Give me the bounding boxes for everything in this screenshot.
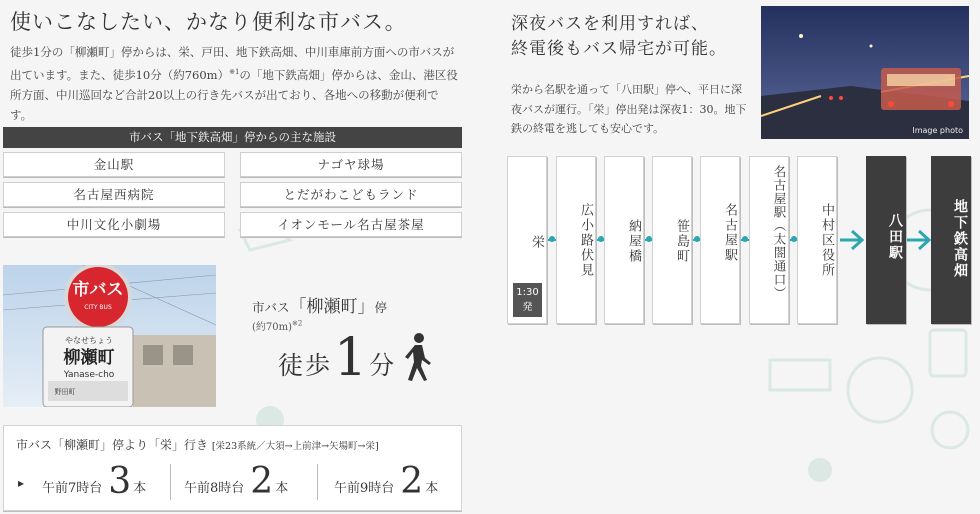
schedule-route-detail: [栄23系統／大須→上前津→矢場町→栄] xyxy=(211,441,379,452)
bus-stop-sign-illustration xyxy=(3,265,216,407)
walk-time xyxy=(278,328,436,388)
night-bus-description: 栄から名駅を通って「八田駅」停へ、平日に深夜バスが運行。「栄」停出発は深夜1：30。地下鉄の終電を逃しても安心です。 xyxy=(511,83,747,135)
bus-stop-name-main: 「柳瀬町」 xyxy=(289,297,375,317)
image-caption: Image photo xyxy=(912,126,963,135)
route-stop-label: 栄 xyxy=(529,235,544,250)
schedule-divider xyxy=(317,464,318,500)
facilities-header: 市バス「地下鉄高畑」停からの主な施設 xyxy=(3,127,462,148)
night-bus-headline xyxy=(511,12,727,62)
night-road-photo xyxy=(761,6,969,139)
route-connector xyxy=(693,239,700,241)
sign-round-label: 市バス xyxy=(72,280,124,300)
route-connector xyxy=(790,239,797,241)
schedule-time: 午前8時台 xyxy=(184,481,245,496)
schedule-item xyxy=(184,460,288,500)
bus-stop-name xyxy=(252,292,472,317)
route-connector xyxy=(597,239,604,241)
route-stop xyxy=(604,156,644,324)
schedule-title-main: 市バス「柳瀬町」停より「栄」行き xyxy=(16,438,209,452)
route-connector xyxy=(741,239,749,241)
schedule-time: 午前7時台 xyxy=(42,481,103,496)
sign-romaji: Yanase-cho xyxy=(63,370,115,380)
route-destination-takabata xyxy=(931,156,971,324)
route-arrow-icon xyxy=(838,228,866,252)
departure-time: 1:30 xyxy=(516,287,539,298)
schedule-item xyxy=(42,460,146,500)
route-stop xyxy=(652,156,692,324)
route-destination-label: 地下鉄高畑 xyxy=(952,199,968,279)
route-connector xyxy=(645,239,652,241)
sign-next-stop: 野田町 xyxy=(54,388,76,396)
route-stop xyxy=(556,156,596,324)
night-bus-headline-line2: 終電後もバス帰宅が可能。 xyxy=(511,39,727,59)
bus-stop-suffix: 停 xyxy=(374,300,388,315)
night-bus-headline-line1: 深夜バスを利用すれば、 xyxy=(511,14,709,34)
route-stop-label: 広小路伏見 xyxy=(578,203,593,278)
intro-text-part1: 徒歩1分の「柳瀬町」停からは、栄、戸田、地下鉄高畑、中川車庫前方面への市バスが出ています。また、徒歩10分（約760m） xyxy=(10,45,455,82)
route-stop-label: 名古屋駅（太閤通口） xyxy=(772,165,787,300)
bus-stop-prefix: 市バス xyxy=(252,300,290,315)
sign-round-sub: CITY BUS xyxy=(84,304,112,311)
facility-item: ナゴヤ球場 xyxy=(240,152,462,177)
schedule-unit: 本 xyxy=(425,481,439,496)
facility-item: 中川文化小劇場 xyxy=(3,212,225,237)
route-arrow-icon xyxy=(905,228,933,252)
page-headline: 使いこなしたい、かなり便利な市バス。 xyxy=(10,10,407,34)
facility-item: 金山駅 xyxy=(3,152,225,177)
sign-kana: やなせちょう xyxy=(65,336,113,345)
schedule-count: 3 xyxy=(108,461,132,502)
route-destination-hatta xyxy=(866,156,906,324)
facility-item: イオンモール名古屋茶屋 xyxy=(240,212,462,237)
walk-label: 徒歩 xyxy=(278,351,333,380)
route-stop-label: 中村区役所 xyxy=(819,203,834,278)
schedule-time: 午前9時台 xyxy=(334,481,395,496)
schedule-divider xyxy=(170,464,171,500)
route-stop-label: 笹島町 xyxy=(674,219,689,264)
route-stop xyxy=(700,156,740,324)
facility-item: 名古屋西病院 xyxy=(3,182,225,207)
sign-kanji: 柳瀬町 xyxy=(63,348,115,368)
night-bus-route xyxy=(507,156,973,324)
walk-minutes: 1 xyxy=(334,328,368,388)
facility-item: とだがわこどもランド xyxy=(240,182,462,207)
schedule-arrow-icon: ▸ xyxy=(18,476,25,490)
bus-stop-photo xyxy=(3,265,216,407)
route-destination-label: 八田駅 xyxy=(887,213,903,261)
walking-person-icon xyxy=(400,332,436,382)
route-stop-label: 名古屋駅 xyxy=(722,203,737,263)
route-stop-label: 納屋橋 xyxy=(626,219,641,264)
schedule-unit: 本 xyxy=(275,481,289,496)
schedule-title xyxy=(16,436,379,453)
schedule-count: 2 xyxy=(400,461,424,502)
bus-stop-distance-value: (約70m) xyxy=(252,322,293,333)
bus-stop-footnote-mark: ※2 xyxy=(292,319,303,328)
schedule-item xyxy=(334,460,438,500)
route-stop xyxy=(797,156,837,324)
intro-footnote-mark: ※1 xyxy=(229,68,240,76)
departure-time-badge xyxy=(513,283,542,317)
route-stop xyxy=(749,156,789,324)
departure-label: 発 xyxy=(522,302,533,313)
intro-text xyxy=(10,42,460,125)
route-stop-sakae xyxy=(507,156,547,324)
walk-unit: 分 xyxy=(369,351,395,380)
intro-text-part2: の「地下鉄高畑」停からは、金山、港区役所方面、中川巡回など合計20以上の行き先バスが出ており、各地への移動が便利です。 xyxy=(10,67,458,122)
bus-schedule-panel xyxy=(3,425,462,511)
schedule-unit: 本 xyxy=(133,481,147,496)
route-connector xyxy=(548,239,556,241)
facilities-grid xyxy=(3,152,462,237)
night-road-illustration xyxy=(761,6,969,139)
bus-stop-info xyxy=(252,292,472,333)
schedule-count: 2 xyxy=(250,461,274,502)
